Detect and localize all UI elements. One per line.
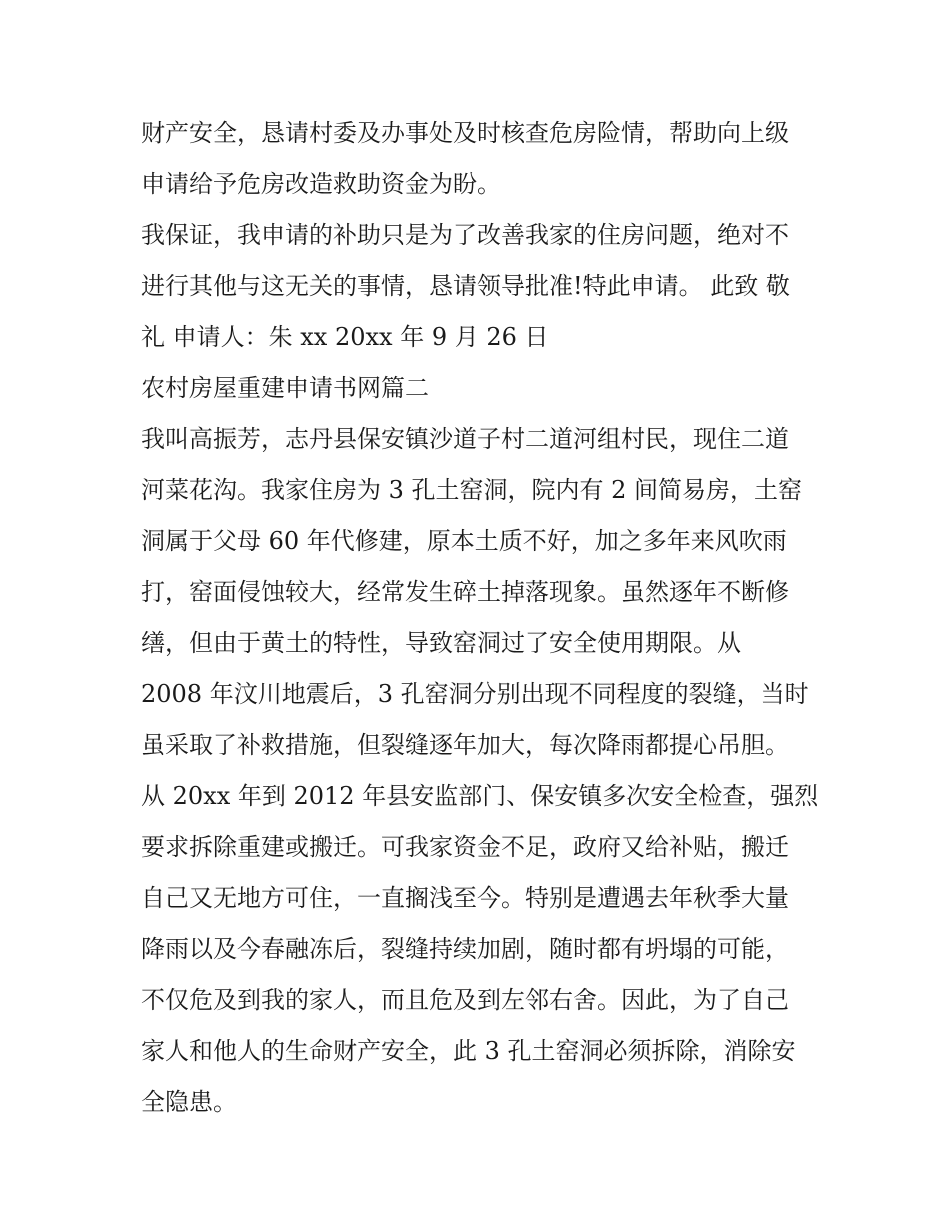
paragraph-line-20: 全隐患。 <box>141 1088 237 1116</box>
paragraph-line-15: 要求拆除重建或搬迁。可我家资金不足，政府又给补贴，搬迁 <box>141 833 789 861</box>
signature-line: 礼 申请人：朱 xx 20xx 年 9 月 26 日 <box>141 323 549 351</box>
paragraph-line-3: 我保证，我申请的补助只是为了改善我家的住房问题，绝对不 <box>141 221 789 249</box>
section-heading: 农村房屋重建申请书网篇二 <box>141 374 429 402</box>
paragraph-line-9: 洞属于父母 60 年代修建，原本土质不好，加之多年来风吹雨 <box>141 527 787 555</box>
paragraph-line-1: 财产安全，恳请村委及办事处及时核查危房险情，帮助向上级 <box>141 119 789 147</box>
paragraph-line-10: 打，窑面侵蚀较大，经常发生碎土掉落现象。虽然逐年不断修 <box>141 578 789 606</box>
paragraph-line-2: 申请给予危房改造救助资金为盼。 <box>141 170 501 198</box>
paragraph-line-11: 缮，但由于黄土的特性，导致窑洞过了安全使用期限。从 <box>141 629 741 657</box>
paragraph-line-4: 进行其他与这无关的事情，恳请领导批准!特此申请。 此致 敬 <box>141 272 790 300</box>
paragraph-line-14: 从 20xx 年到 2012 年县安监部门、保安镇多次安全检查，强烈 <box>141 782 819 810</box>
paragraph-line-7: 我叫高振芳，志丹县保安镇沙道子村二道河组村民，现住二道 <box>141 425 789 453</box>
paragraph-line-8: 河菜花沟。我家住房为 3 孔土窑洞，院内有 2 间简易房，土窑 <box>141 476 803 504</box>
paragraph-line-17: 降雨以及今春融冻后，裂缝持续加剧，随时都有坍塌的可能， <box>141 935 789 963</box>
paragraph-line-16: 自己又无地方可住，一直搁浅至今。特别是遭遇去年秋季大量 <box>141 884 789 912</box>
document-body <box>141 108 821 1128</box>
paragraph-line-12: 2008 年汶川地震后，3 孔窑洞分别出现不同程度的裂缝，当时 <box>141 680 809 708</box>
paragraph-line-13: 虽采取了补救措施，但裂缝逐年加大，每次降雨都提心吊胆。 <box>141 731 789 759</box>
paragraph-line-19: 家人和他人的生命财产安全，此 3 孔土窑洞必须拆除，消除安 <box>141 1037 796 1065</box>
paragraph-line-18: 不仅危及到我的家人，而且危及到左邻右舍。因此，为了自己 <box>141 986 789 1014</box>
